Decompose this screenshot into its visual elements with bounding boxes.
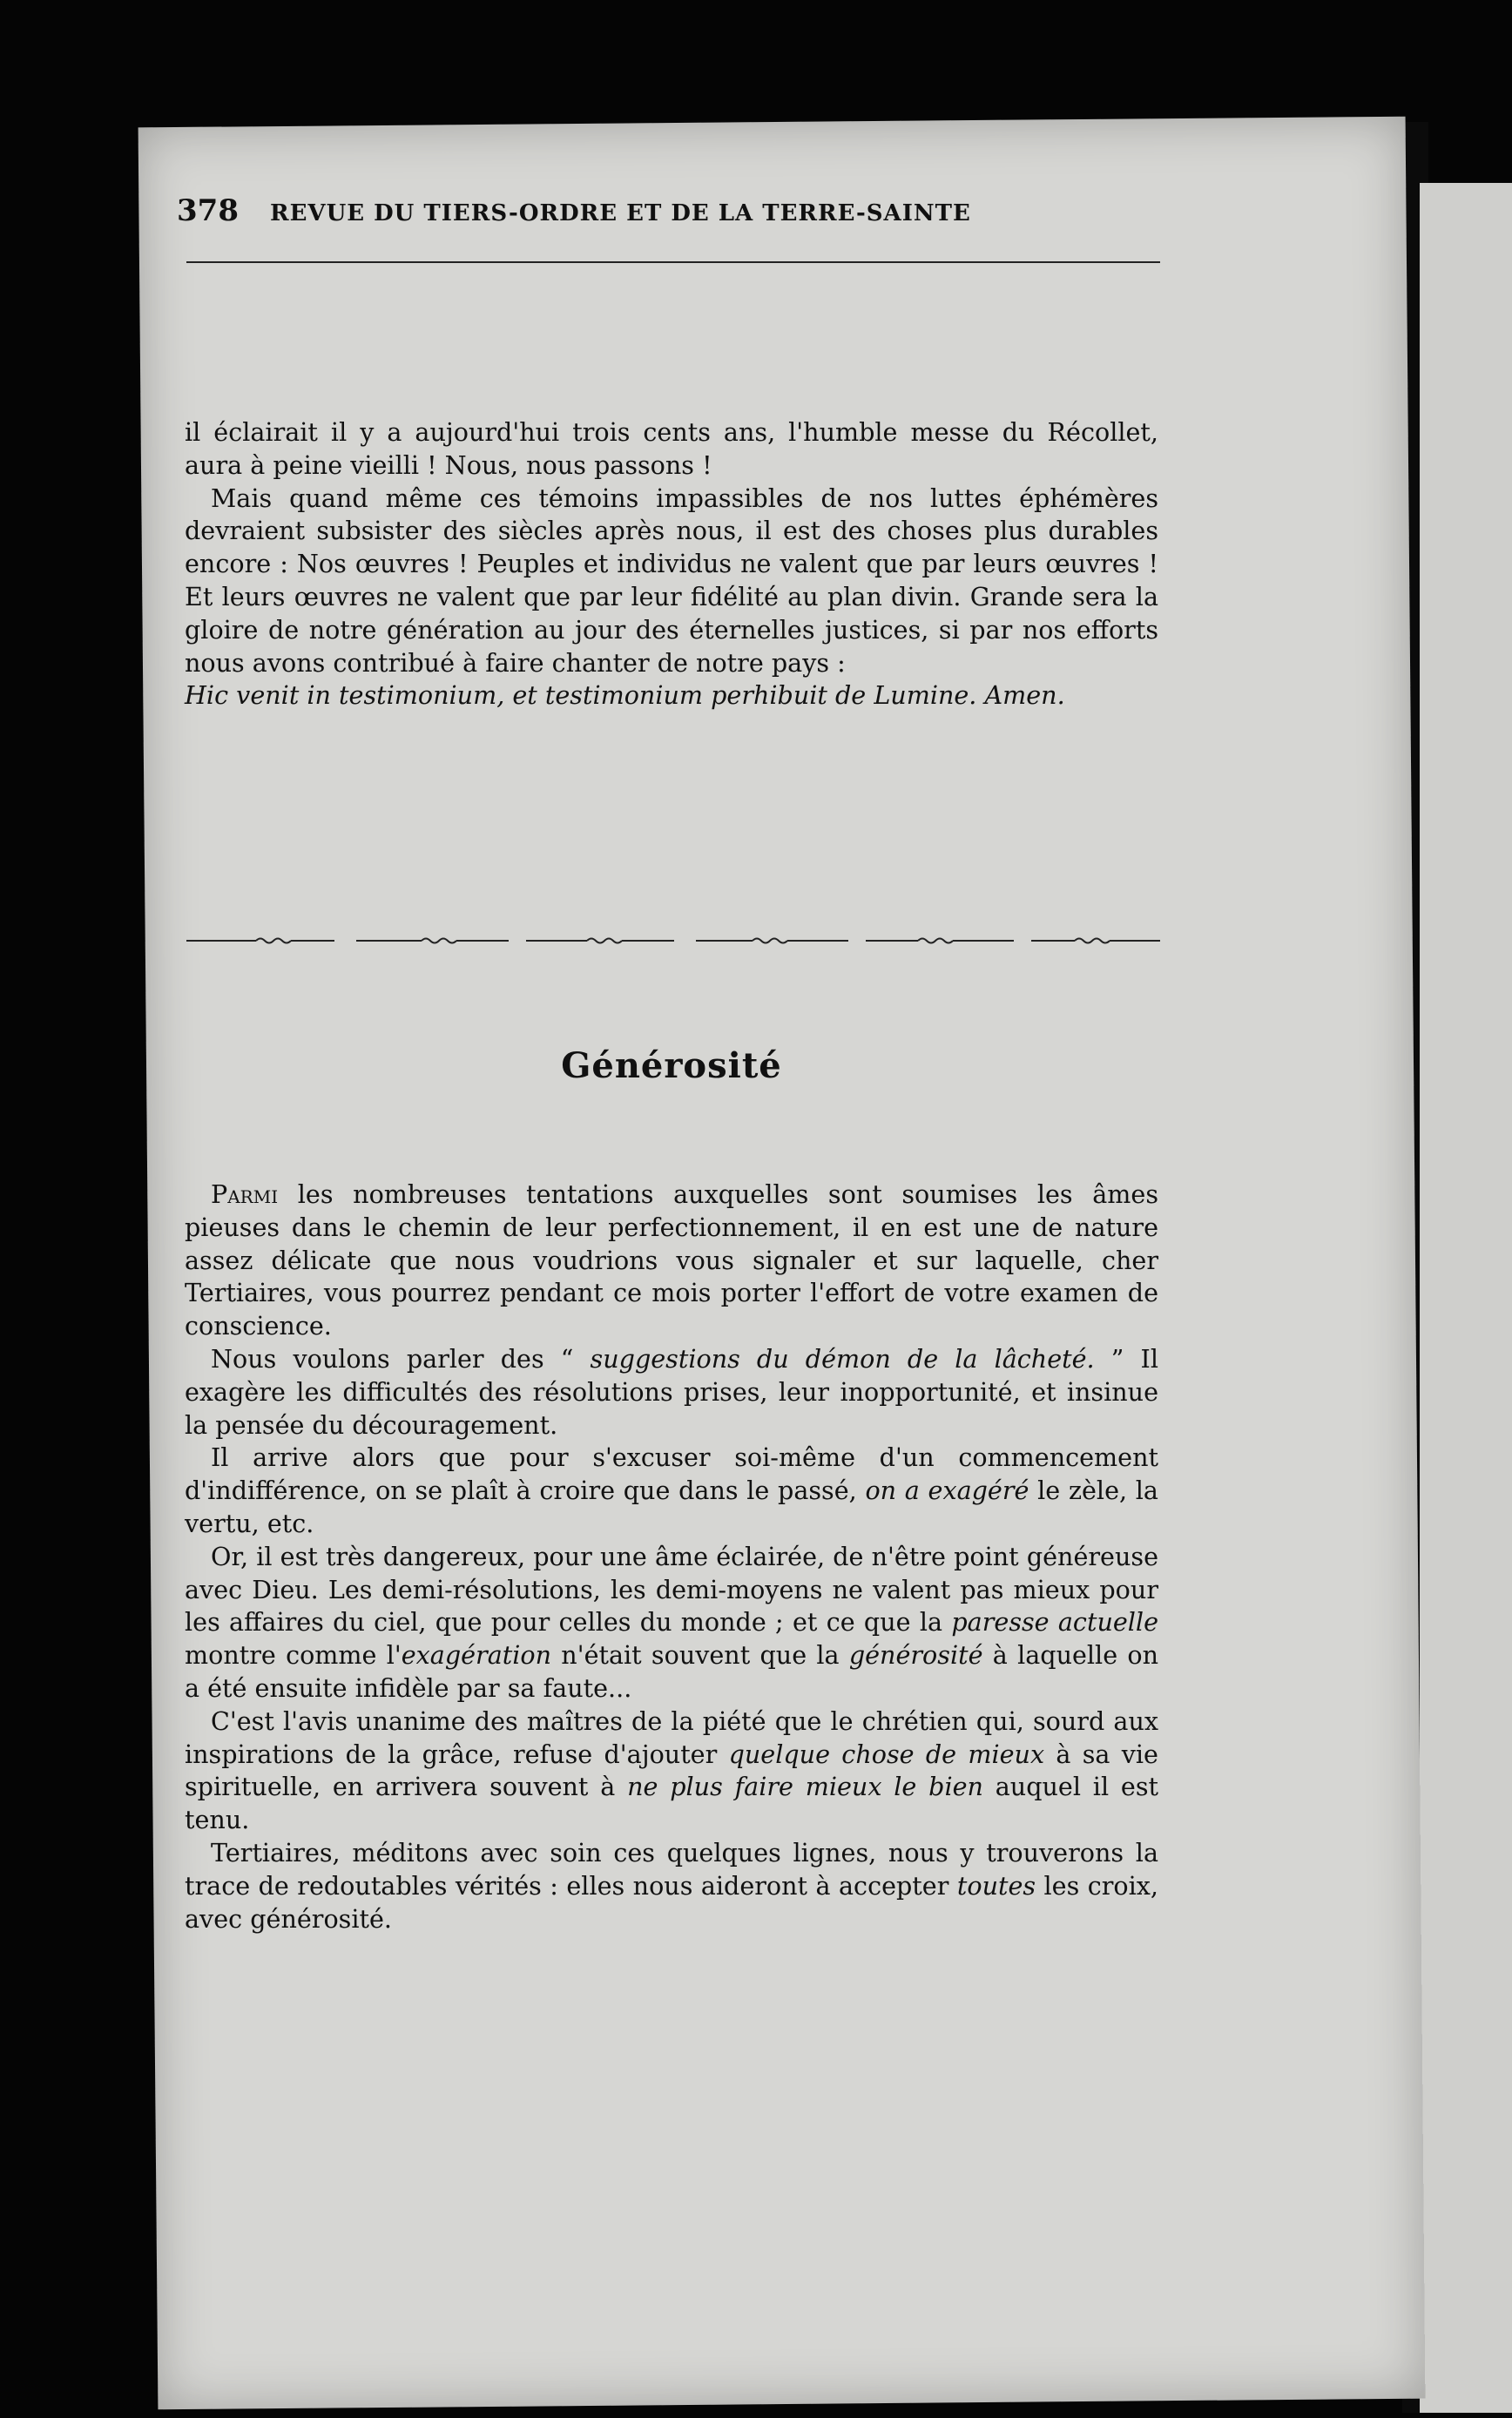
page-header — [177, 193, 1152, 246]
article-paragraph-2: Nous voulons parler des “ suggestions du démon de la lâcheté. ” Il exagère les difficultés des résolutions prises, leur inopportunité, et insinue la pensée du découragement. — [185, 1343, 1158, 1440]
article-paragraph-1: Parmi les nombreuses tentations auxquelles sont soumises les âmes pieuses dans le chemin de leur perfectionnement, il en est une de nature assez délicate que nous voudrions vous signaler et sur laquelle, cher Tertiaires, vous pourrez pendant ce mois porter l'effort de votre examen de conscience. — [185, 1179, 1158, 1341]
article-paragraph-3: Il arrive alors que pour s'excuser soi-même d'un commencement d'indifférence, on se plaît à croire que dans le passé, on a exagéré le zèle, la vertu, etc. — [185, 1442, 1158, 1538]
drop-lead-word: Parmi — [211, 1179, 279, 1209]
wavy-divider — [186, 935, 1160, 947]
article-paragraph-4: Or, il est très dangereux, pour une âme éclairée, de n'être point généreuse avec Dieu. Les demi-résolutions, les demi-moyens ne valent pas mieux pour les affaires du ciel, que pour celles du monde ; et ce que la paresse actuelle montre comme l'exagération n'était souvent que la générosité à laquelle on a été ensuite infidèle par sa faute... — [185, 1541, 1159, 1703]
article-title: Générosité — [561, 1045, 782, 1086]
article-paragraph-6: Tertiaires, méditons avec soin ces quelques lignes, nous y trouverons la trace de redoutables vérités : elles nous aideront à accepter toutes les croix, avec générosité. — [185, 1837, 1158, 1934]
running-head: REVUE DU TIERS-ORDRE ET DE LA TERRE-SAINTE — [269, 200, 971, 226]
facing-page-edge — [1420, 183, 1512, 2413]
header-rule — [186, 261, 1160, 263]
top-line-1: il éclairait il y a aujourd'hui trois cents ans, l'humble messe du Récollet, — [185, 417, 1158, 447]
top-line-2: aura à peine vieilli ! Nous, nous passons ! — [185, 449, 712, 480]
page-number: 378 — [177, 193, 239, 228]
latin-quote: Hic venit in testimonium, et testimonium perhibuit de Lumine. Amen. — [185, 680, 1065, 711]
top-text — [185, 416, 1158, 713]
top-paragraph-2: Mais quand même ces témoins impassibles de nos luttes éphémères devraient subsister des siècles après nous, il est des choses plus durables encore : Nos œuvres ! Peuples et individus ne valent que par leurs œuvres ! Et leurs œuvres ne valent que par leur fidélité au plan divin. Grande sera la gloire de notre génération au jour des éternelles justices, si par nos efforts nous avons contribué à faire chanter de notre pays : — [185, 483, 1158, 678]
article-paragraph-5: C'est l'avis unanime des maîtres de la piété que le chrétien qui, sourd aux inspirations de la grâce, refuse d'ajouter quelque chose de mieux à sa vie spirituelle, en arrivera souvent à ne plus faire mieux le bien auquel il est tenu. — [185, 1705, 1158, 1835]
article-body — [185, 1179, 1158, 1935]
